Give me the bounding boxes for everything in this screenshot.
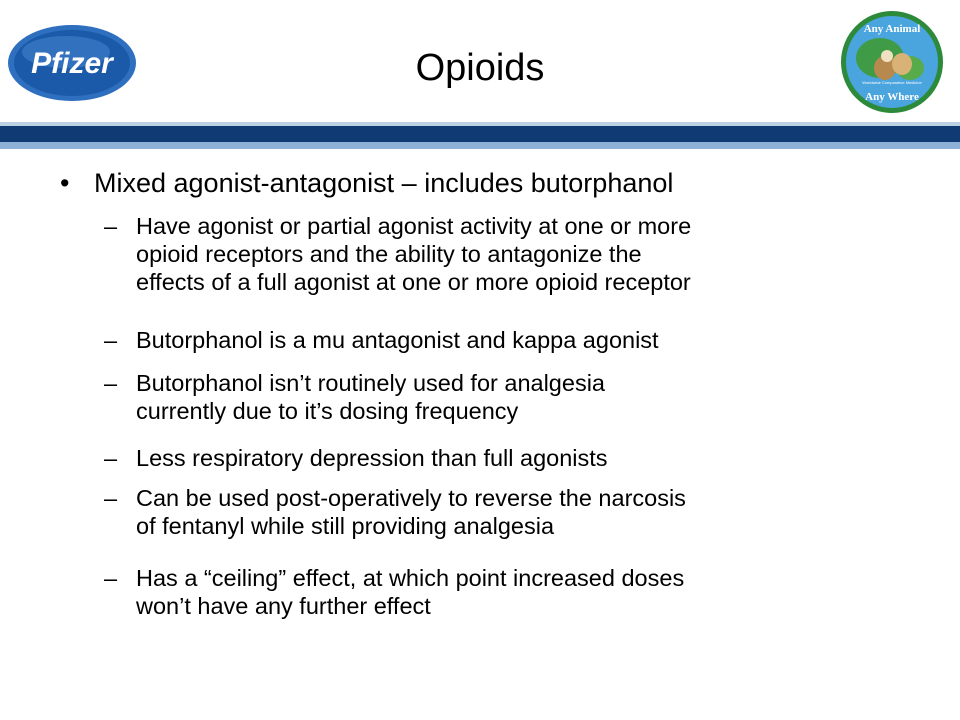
bullet-marker: • (60, 168, 70, 198)
sub-bullet-line: of fentanyl while still providing analgesia (136, 513, 555, 539)
any-animal-logo-top-text: Any Animal (863, 23, 921, 35)
sub-bullet-line: Can be used post-operatively to reverse the narcosis (136, 485, 686, 511)
sub-bullet-text (136, 326, 916, 354)
sub-bullet-text (136, 444, 916, 472)
pfizer-logo-text: Pfizer (31, 47, 113, 80)
sub-bullet-marker: – (104, 370, 118, 396)
sub-bullet-text (136, 212, 916, 296)
sub-bullet-marker: – (104, 565, 118, 591)
sub-bullet-marker: – (104, 327, 118, 353)
sub-bullet-text (136, 564, 916, 620)
sub-bullet-line: Less respiratory depression than full agonists (136, 445, 608, 471)
sub-bullet-marker: – (104, 485, 118, 511)
sub-bullet-marker: – (104, 445, 118, 471)
sub-bullet-text (136, 484, 916, 540)
sub-bullet-text (136, 369, 916, 425)
any-animal-logo-bottom-text: Any Where (865, 91, 919, 103)
slide-title: Opioids (415, 47, 545, 89)
sub-bullet-line: currently due to it’s dosing frequency (136, 398, 519, 424)
sub-bullet-line: Have agonist or partial agonist activity at one or more (136, 213, 692, 239)
sub-bullet-line: Butorphanol is a mu antagonist and kappa agonist (136, 327, 659, 353)
sub-bullet-line: Butorphanol isn’t routinely used for analgesia (136, 370, 605, 396)
sub-bullet-line: effects of a full agonist at one or more opioid receptor (136, 269, 691, 295)
sub-bullet-line: won’t have any further effect (136, 593, 431, 619)
main-bullet-text: Mixed agonist-antagonist – includes butorphanol (94, 168, 674, 198)
sub-bullet-line: Has a “ceiling” effect, at which point increased doses (136, 565, 685, 591)
sub-bullet-marker: – (104, 213, 118, 239)
any-animal-logo-middle-text: Worldwide Comparative Medicine (862, 80, 922, 85)
sub-bullet-line: opioid receptors and the ability to antagonize the (136, 241, 642, 267)
